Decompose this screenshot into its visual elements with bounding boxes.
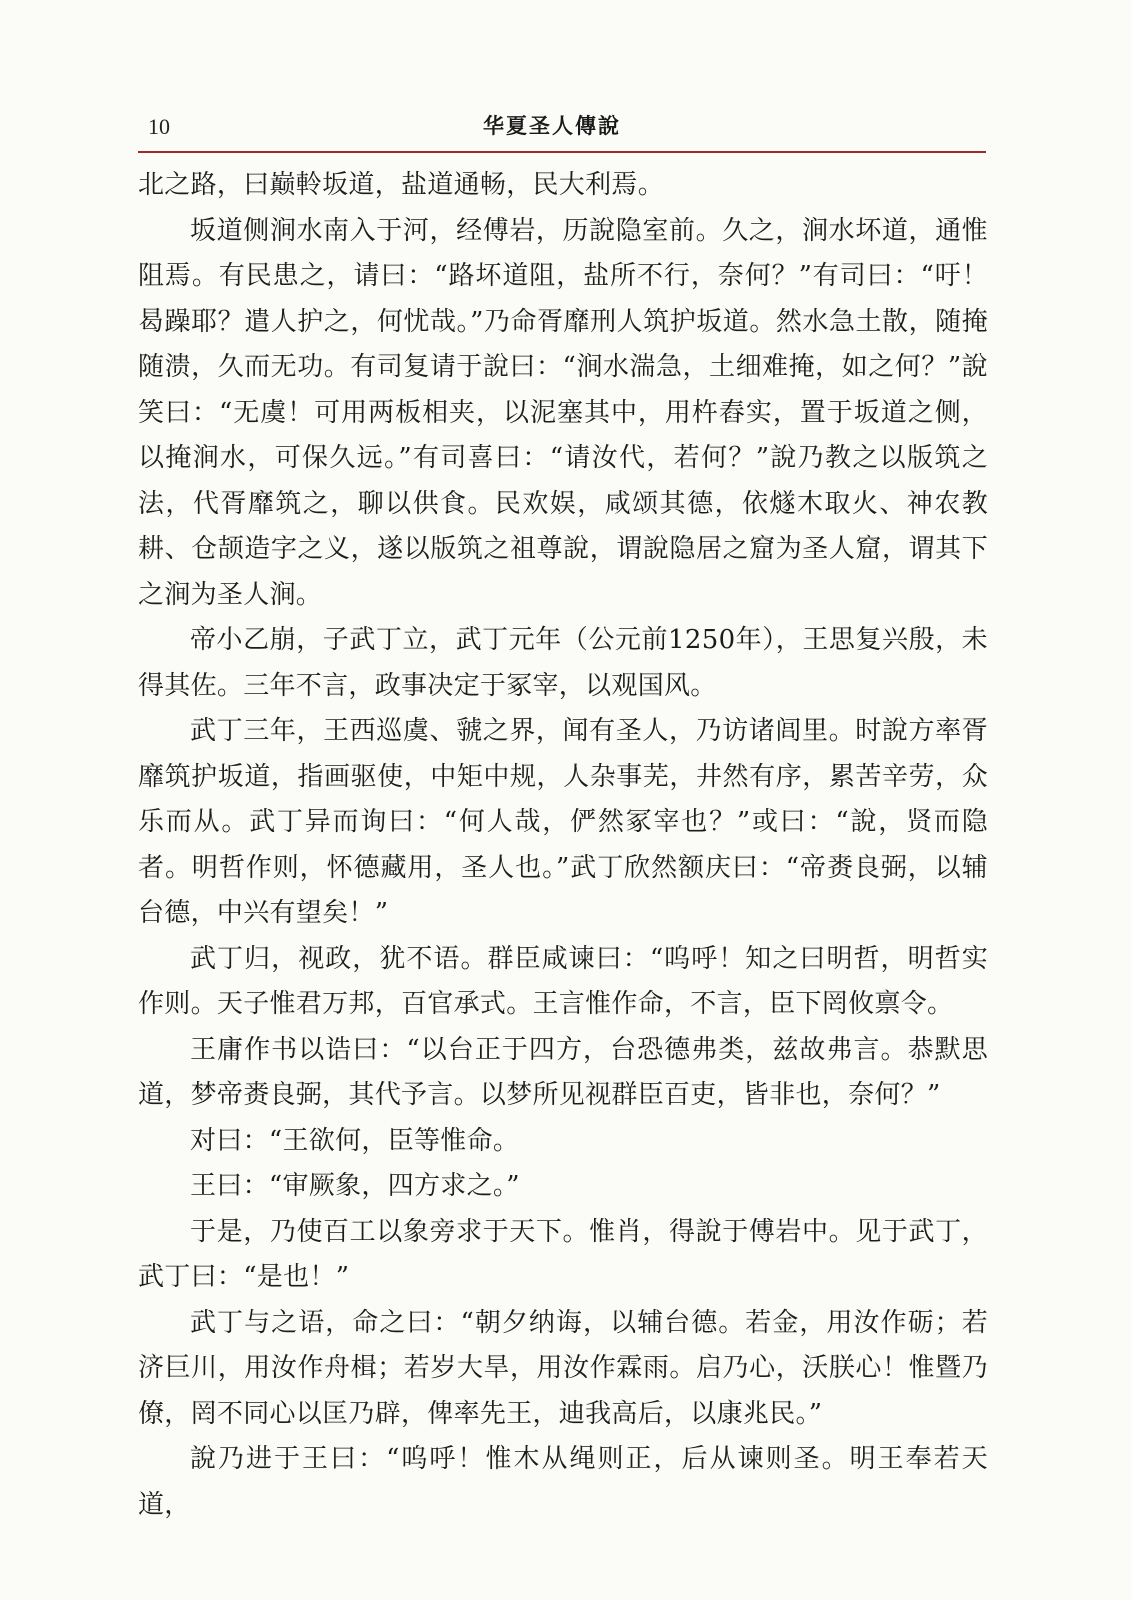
page-number: 10 — [148, 114, 170, 139]
paragraph: 帝小乙崩，子武丁立，武丁元年（公元前1250年），王思复兴殷，未得其佐。三年不言，政事决定于冢宰，以观国风。 — [138, 625, 988, 701]
paragraph: 坂道侧涧水南入于河，经傅岩，历說隐室前。久之，涧水坏道，通惟阻焉。有民患之，请曰：“路坏道阻，盐所不行，奈何？”有司曰：“吁！曷躁耶？遣人护之，何忧哉。”乃命胥靡刑人筑护坂道。然水急土散，随掩随溃，久而无功。有司复请于說曰：“涧水湍急，土细难掩，如之何？”說笑曰：“无虞！可用两板相夹，以泥塞其中，用杵舂实，置于坂道之侧，以掩涧水，可保久远。”有司喜曰：“请汝代，若何？”說乃教之以版筑之法，代胥靡筑之，聊以供食。民欢娱，咸颂其德，依燧木取火、神农教耕、仓颉造字之义，遂以版筑之祖尊說，谓說隐居之窟为圣人窟，谓其下之涧为圣人涧。 — [138, 215, 988, 610]
page-header — [138, 108, 986, 154]
paragraph: 武丁三年，王西巡虞、虢之界，闻有圣人，乃访诸闾里。时說方率胥靡筑护坂道，指画驱使，中矩中规，人杂事芜，井然有序，累苦辛劳，众乐而从。武丁异而询曰：“何人哉，俨然冢宰也？”或曰：“說，贤而隐者。明哲作则，怀德藏用，圣人也。”武丁欣然额庆曰：“帝赉良弼，以辅台德，中兴有望矣！” — [138, 716, 988, 928]
paragraph: 王庸作书以诰曰：“以台正于四方，台恐德弗类，兹故弗言。恭默思道，梦帝赉良弼，其代予言。以梦所见视群臣百吏，皆非也，奈何？” — [138, 1034, 988, 1110]
paragraph: 于是，乃使百工以象旁求于天下。惟肖，得說于傅岩中。见于武丁，武丁曰：“是也！” — [138, 1216, 988, 1292]
paragraph: 武丁与之语，命之曰：“朝夕纳诲，以辅台德。若金，用汝作砺；若济巨川，用汝作舟楫；若岁大旱，用汝作霖雨。启乃心，沃朕心！惟暨乃僚，罔不同心以匡乃辟，俾率先王，迪我高后，以康兆民。” — [138, 1307, 988, 1429]
paragraph: 王曰：“审厥象，四方求之。” — [190, 1171, 520, 1201]
body-text — [138, 163, 988, 1528]
paragraph: 說乃进于王曰：“呜呼！惟木从绳则正，后从谏则圣。明王奉若天道， — [138, 1444, 988, 1520]
running-title: 华夏圣人傳說 — [483, 114, 621, 138]
paragraph: 北之路，曰巅軨坂道，盐道通畅，民大利焉。 — [138, 170, 665, 200]
header-rule — [138, 151, 986, 153]
paragraph: 对曰：“王欲何，臣等惟命。 — [190, 1125, 520, 1156]
paragraph: 武丁归，视政，犹不语。群臣咸谏曰：“呜呼！知之曰明哲，明哲实作则。天子惟君万邦，百官承式。王言惟作命，不言，臣下罔攸禀令。 — [138, 943, 988, 1019]
